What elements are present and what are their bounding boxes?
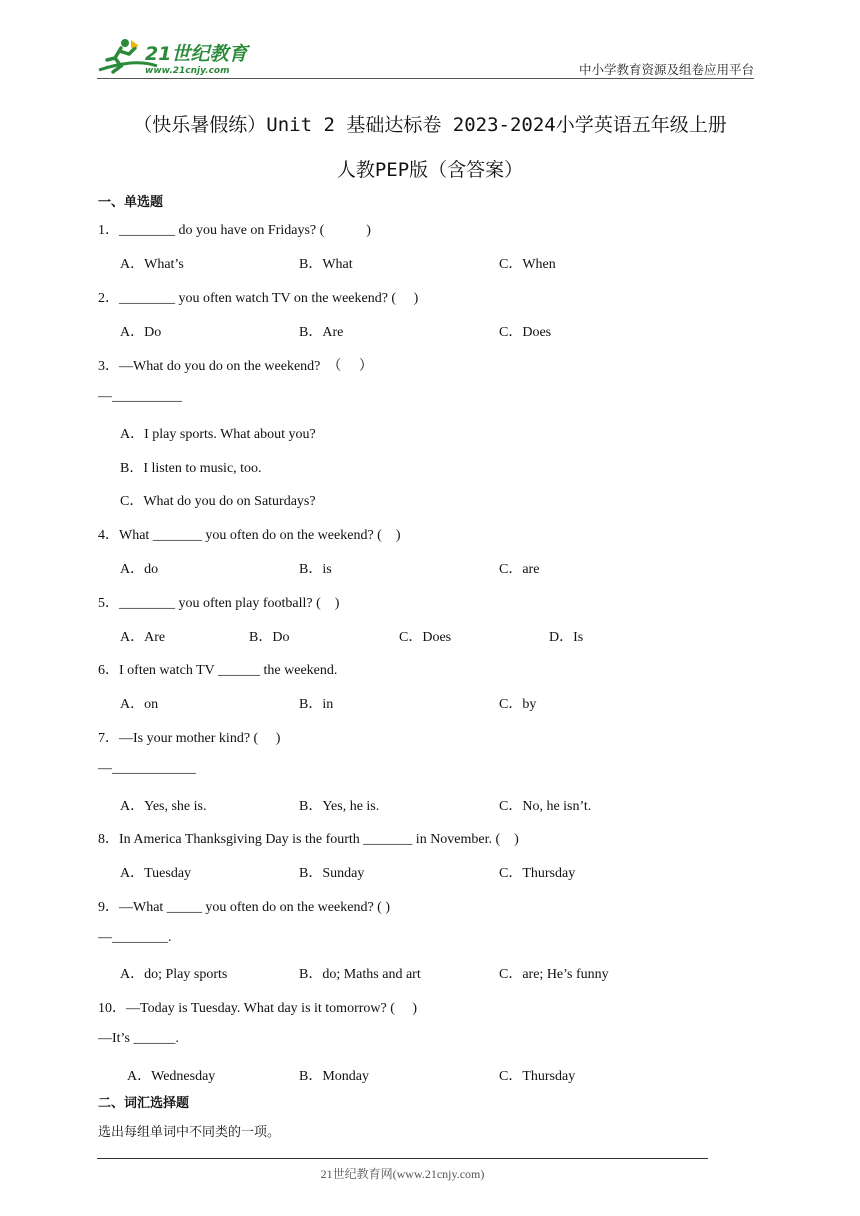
q6-option-a: A．on <box>120 697 159 712</box>
q5-option-b: B．Do <box>249 630 290 645</box>
footer-text: 21世纪教育网(www.21cnjy.com) <box>320 1167 485 1181</box>
q10-answer-line: —It’s ______. <box>98 1031 179 1046</box>
section-2-instruction: 选出每组单词中不同类的一项。 <box>98 1125 281 1140</box>
q7-answer-blank: —____________ <box>98 761 196 776</box>
section-heading-single-choice: 一、单选题 <box>98 195 164 210</box>
question-7: 7．—Is your mother kind? ( ) <box>98 731 281 746</box>
q8-option-c: C．Thursday <box>499 866 576 881</box>
question-6: 6．I often watch TV ______ the weekend. <box>98 663 338 678</box>
q7-option-b: B．Yes, he is. <box>299 799 380 814</box>
section-heading-vocabulary: 二、词汇选择题 <box>98 1096 190 1111</box>
platform-tagline: 中小学教育资源及组卷应用平台 <box>578 63 754 77</box>
q7-option-a: A．Yes, she is. <box>120 799 207 814</box>
q4-option-a: A．do <box>120 562 159 577</box>
logo-text: 21世纪教育 <box>145 43 248 65</box>
q6-option-c: C．by <box>499 697 537 712</box>
q10-option-a: A．Wednesday <box>127 1069 216 1084</box>
q10-option-c: C．Thursday <box>499 1069 576 1084</box>
question-10: 10．—Today is Tuesday. What day is it tomorrow? ( ) <box>98 1001 418 1016</box>
q9-option-c: C．are; He’s funny <box>499 967 609 982</box>
question-8: 8．In America Thanksgiving Day is the fourth _______ in November. ( ) <box>98 832 519 847</box>
footer-divider <box>97 1158 708 1159</box>
q1-option-c: C．When <box>499 257 556 272</box>
question-4: 4．What _______ you often do on the weekend? ( ) <box>98 528 401 543</box>
question-2: 2．________ you often watch TV on the weekend? ( ) <box>98 291 419 306</box>
question-1: 1．________ do you have on Fridays? ( ) <box>98 223 371 238</box>
q1-option-b: B．What <box>299 257 353 272</box>
q4-option-c: C．are <box>499 562 540 577</box>
q3-answer-blank: —__________ <box>98 389 182 404</box>
q2-option-a: A．Do <box>120 325 162 340</box>
q5-option-d: D．Is <box>549 630 584 645</box>
q4-option-b: B．is <box>299 562 332 577</box>
q2-option-b: B．Are <box>299 325 344 340</box>
runner-logo-icon <box>95 36 260 78</box>
document-title-line1: （快乐暑假练）Unit 2 基础达标卷 2023-2024小学英语五年级上册 <box>133 114 727 136</box>
q8-option-b: B．Sunday <box>299 866 365 881</box>
q8-option-a: A．Tuesday <box>120 866 192 881</box>
q3-option-c: C．What do you do on Saturdays? <box>120 494 316 509</box>
q5-option-c: C．Does <box>399 630 452 645</box>
header-divider <box>97 78 754 79</box>
logo-url: www.21cnjy.com <box>145 66 230 76</box>
q3-option-a: A．I play sports. What about you? <box>120 427 316 442</box>
q5-option-a: A．Are <box>120 630 166 645</box>
q9-option-a: A．do; Play sports <box>120 967 228 982</box>
question-5: 5．________ you often play football? ( ) <box>98 596 340 611</box>
site-logo <box>95 36 260 78</box>
q9-option-b: B．do; Maths and art <box>299 967 421 982</box>
q3-option-b: B．I listen to music, too. <box>120 461 262 476</box>
q2-option-c: C．Does <box>499 325 552 340</box>
q7-option-c: C．No, he isn’t. <box>499 799 592 814</box>
question-3: 3．—What do you do on the weekend? （ ） <box>98 359 373 374</box>
document-title-line2: 人教PEP版（含答案） <box>336 159 524 181</box>
q9-answer-blank: —________. <box>98 930 172 945</box>
q10-option-b: B．Monday <box>299 1069 369 1084</box>
q6-option-b: B．in <box>299 697 334 712</box>
q1-option-a: A．What’s <box>120 257 184 272</box>
question-9: 9．—What _____ you often do on the weekend? ( ) <box>98 900 390 915</box>
